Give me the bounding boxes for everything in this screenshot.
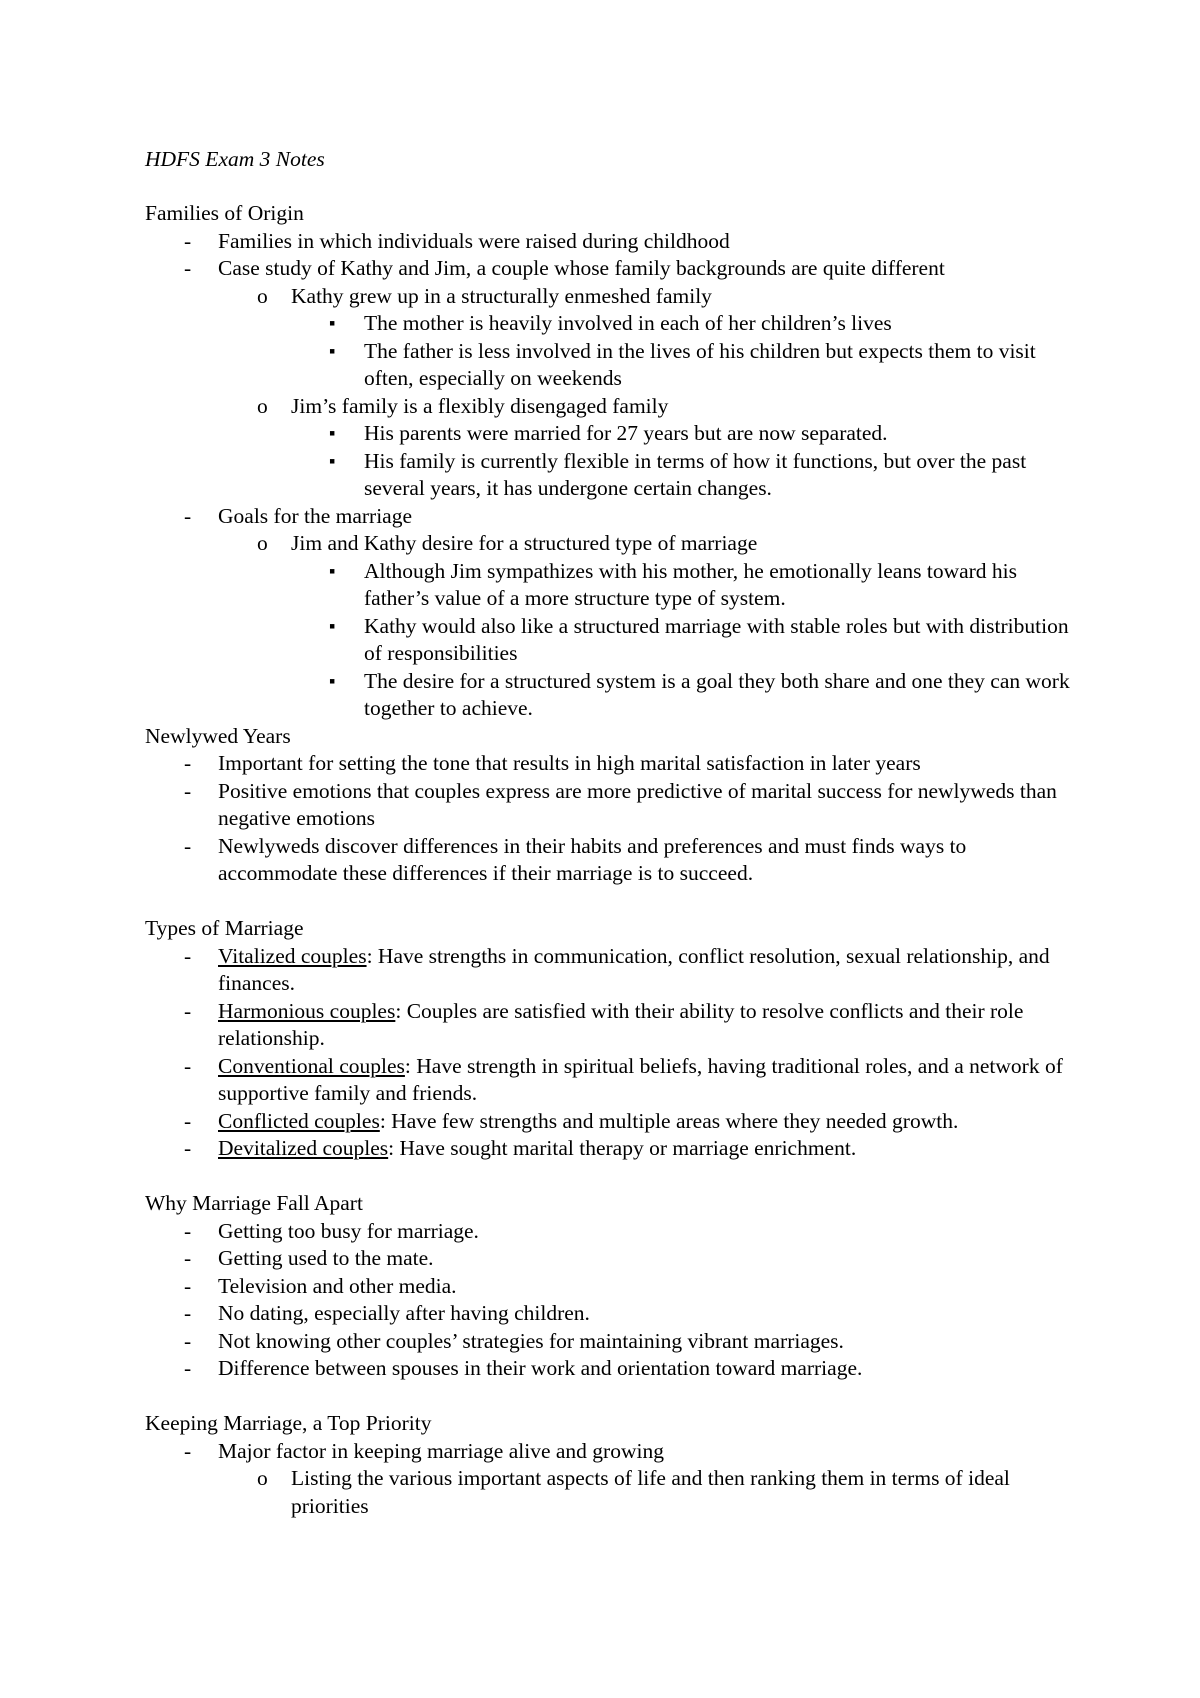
list-item: - Positive emotions that couples express are more predictive of marital success for newlyweds than negative emotions: [145, 778, 1085, 833]
sub-sub-list-item: ▪ The mother is heavily involved in each of her children’s lives: [291, 310, 1085, 338]
list-item-text: Major factor in keeping marriage alive and growing: [218, 1438, 664, 1463]
term-label: Harmonious couples: [218, 998, 396, 1023]
section-heading: Newlywed Years: [145, 723, 291, 748]
list-item: [145, 998, 1085, 1053]
list-item: - Getting too busy for marriage.: [145, 1218, 1085, 1246]
list-item-text: Kathy grew up in a structurally enmeshed family: [291, 283, 712, 308]
list-item: - Getting used to the mate.: [145, 1245, 1085, 1273]
list-item: [145, 943, 1085, 998]
section-heading: Types of Marriage: [145, 916, 304, 940]
sub-sub-list-item: ▪ The desire for a structured system is a goal they both share and one they can work together to achieve.: [291, 668, 1085, 723]
term-definition: : Have sought marital therapy or marriage enrichment.: [388, 1136, 857, 1160]
bullet-list: [145, 750, 1085, 888]
section-heading: Keeping Marriage, a Top Priority: [145, 1411, 432, 1435]
list-item: - Newlyweds discover differences in their habits and preferences and must finds ways to accommodate these differences if their marriage is to succeed.: [145, 833, 1085, 888]
term-definition: : Have strengths in communication, conflict resolution, sexual relationship, and finances.: [218, 943, 1050, 995]
sub-sub-list-item: ▪ Although Jim sympathizes with his mother, he emotionally leans toward his father’s value of a more structure type of system.: [291, 558, 1085, 613]
section-heading: Why Marriage Fall Apart: [145, 1191, 363, 1215]
section-families-of-origin: [145, 200, 1085, 723]
sub-list-item: [218, 283, 1085, 393]
sub-sub-list: [291, 420, 1085, 503]
section-types-of-marriage: [145, 915, 1085, 1163]
term-label: Vitalized couples: [218, 943, 367, 968]
sub-sub-list-item: ▪ His family is currently flexible in terms of how it functions, but over the past several years, it has undergone certain changes.: [291, 448, 1085, 503]
list-item: - Families in which individuals were raised during childhood: [145, 228, 1085, 256]
list-item: [145, 1438, 1085, 1521]
list-item: - Difference between spouses in their work and orientation toward marriage.: [145, 1355, 1085, 1383]
list-item-text: Goals for the marriage: [218, 503, 413, 528]
bullet-list: [145, 943, 1085, 1163]
sub-list-item: [218, 530, 1085, 723]
section-keeping-marriage-top-priority: [145, 1410, 1085, 1520]
list-item: - Television and other media.: [145, 1273, 1085, 1301]
list-item: [145, 1135, 1085, 1163]
bullet-list: [145, 228, 1085, 723]
list-item: [145, 503, 1085, 723]
list-item-text: Case study of Kathy and Jim, a couple whose family backgrounds are quite different: [218, 256, 945, 280]
term-label: Conventional couples: [218, 1053, 405, 1078]
sub-sub-list-item: ▪ The father is less involved in the lives of his children but expects them to visit often, especially on weekends: [291, 338, 1085, 393]
list-item: [145, 1108, 1085, 1136]
term-definition: : Have few strengths and multiple areas where they needed growth.: [379, 1108, 959, 1133]
sub-list: [218, 530, 1085, 723]
sub-list: [218, 283, 1085, 503]
term-label: Conflicted couples: [218, 1108, 380, 1133]
term-label: Devitalized couples: [218, 1136, 389, 1160]
sub-list-item: o Listing the various important aspects of life and then ranking them in terms of ideal priorities: [218, 1465, 1085, 1520]
document-body: [145, 200, 1085, 1520]
sub-sub-list-item: ▪ His parents were married for 27 years but are now separated.: [291, 420, 1085, 448]
bullet-list: [145, 1218, 1085, 1383]
sub-sub-list: [291, 558, 1085, 723]
list-item-text: Jim and Kathy desire for a structured type of marriage: [291, 531, 758, 555]
section-why-marriage-fall-apart: [145, 1190, 1085, 1383]
list-item: - Not knowing other couples’ strategies for maintaining vibrant marriages.: [145, 1328, 1085, 1356]
term-definition: : Couples are satisfied with their ability to resolve conflicts and their role relationship.: [218, 998, 1024, 1050]
section-heading: Families of Origin: [145, 201, 304, 225]
sub-sub-list: [291, 310, 1085, 393]
sub-list-item: [218, 393, 1085, 503]
document-title: HDFS Exam 3 Notes: [145, 147, 325, 171]
list-item: - No dating, especially after having children.: [145, 1300, 1085, 1328]
list-item-text: Jim’s family is a flexibly disengaged family: [291, 393, 669, 418]
list-item: [145, 255, 1085, 503]
sub-list: [218, 1465, 1085, 1520]
list-item: [145, 1053, 1085, 1108]
term-definition: : Have strength in spiritual beliefs, having traditional roles, and a network of supportive family and friends.: [218, 1053, 1063, 1105]
section-newlywed-years: [145, 723, 1085, 888]
sub-sub-list-item: ▪ Kathy would also like a structured marriage with stable roles but with distribution of responsibilities: [291, 613, 1085, 668]
bullet-list: [145, 1438, 1085, 1521]
list-item: - Important for setting the tone that results in high marital satisfaction in later years: [145, 750, 1085, 778]
